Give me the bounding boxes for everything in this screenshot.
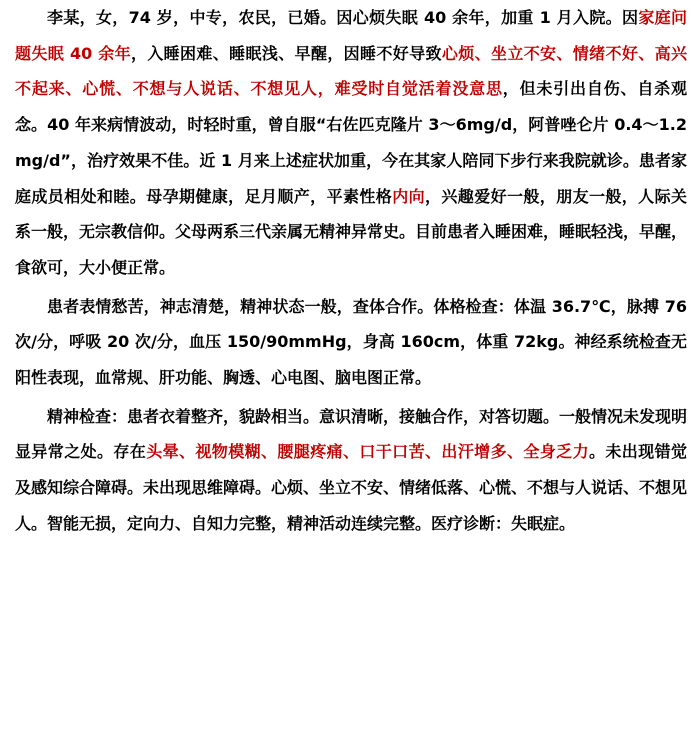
highlighted-text-segment: 内向	[392, 186, 425, 206]
paragraph-history	[15, 0, 687, 286]
text-segment: 精神检查：患者衣着整齐，貌龄相当。意识清晰，接触合作，对答切题。一般情况未发现明显异常之处。存在	[15, 406, 688, 462]
text-segment: ，兴趣爱好一般，朋友一般，人际关系一般，无宗教信仰。父母两系三代亲属无精神异常史。目前患者入睡困难，睡眠轻浅，早醒，食欲可，大小便正常。	[15, 186, 688, 277]
paragraph-mental-exam	[15, 399, 687, 542]
case-report-document	[15, 0, 687, 542]
highlighted-text-segment: 心烦、坐立不安、情绪不好、高兴不起来、心慌、不想与人说话、不想见人，难受时自觉活着没意思	[15, 43, 687, 99]
highlighted-text-segment: 头晕、视物模糊、腰腿疼痛、口干口苦、出汗增多、全身乏力	[146, 442, 589, 462]
highlighted-text-segment: 家庭问题失眠 40 余年	[15, 8, 687, 63]
text-segment: ，但未引出自伤、自杀观念。40 年来病情波动，时轻时重，曾自服“右佐匹克隆片 3～6mg/d，阿普唑仑片 0.4～1.2mg/d”，治疗效果不佳。近 1 月来上述症状加重，今在其家人陪同下步行来我院就诊。患者家庭成员相处和睦。母孕期健康，足月顺产，平素性格	[15, 79, 687, 206]
text-segment: 。未出现错觉及感知综合障碍。未出现思维障碍。心烦、坐立不安、情绪低落、心慌、不想与人说话、不想见人。智能无损，定向力、自知力完整，精神活动连续完整。医疗诊断：失眠症。	[15, 442, 688, 533]
paragraph-physical-exam	[15, 289, 687, 396]
text-segment: ，入睡困难、睡眠浅、早醒，因睡不好导致	[130, 43, 442, 63]
text-segment: 患者表情愁苦，神志清楚，精神状态一般，查体合作。体格检查：体温 36.7℃，脉搏 76 次/分，呼吸 20 次/分，血压 150/90mmHg，身高 160cm，体重 72kg。神经系统检查无阳性表现，血常规、肝功能、胸透、心电图、脑电图正常。	[15, 296, 687, 388]
text-segment: 李某，女，74 岁，中专，农民，已婚。因心烦失眠 40 余年，加重 1 月入院。因	[47, 8, 639, 27]
